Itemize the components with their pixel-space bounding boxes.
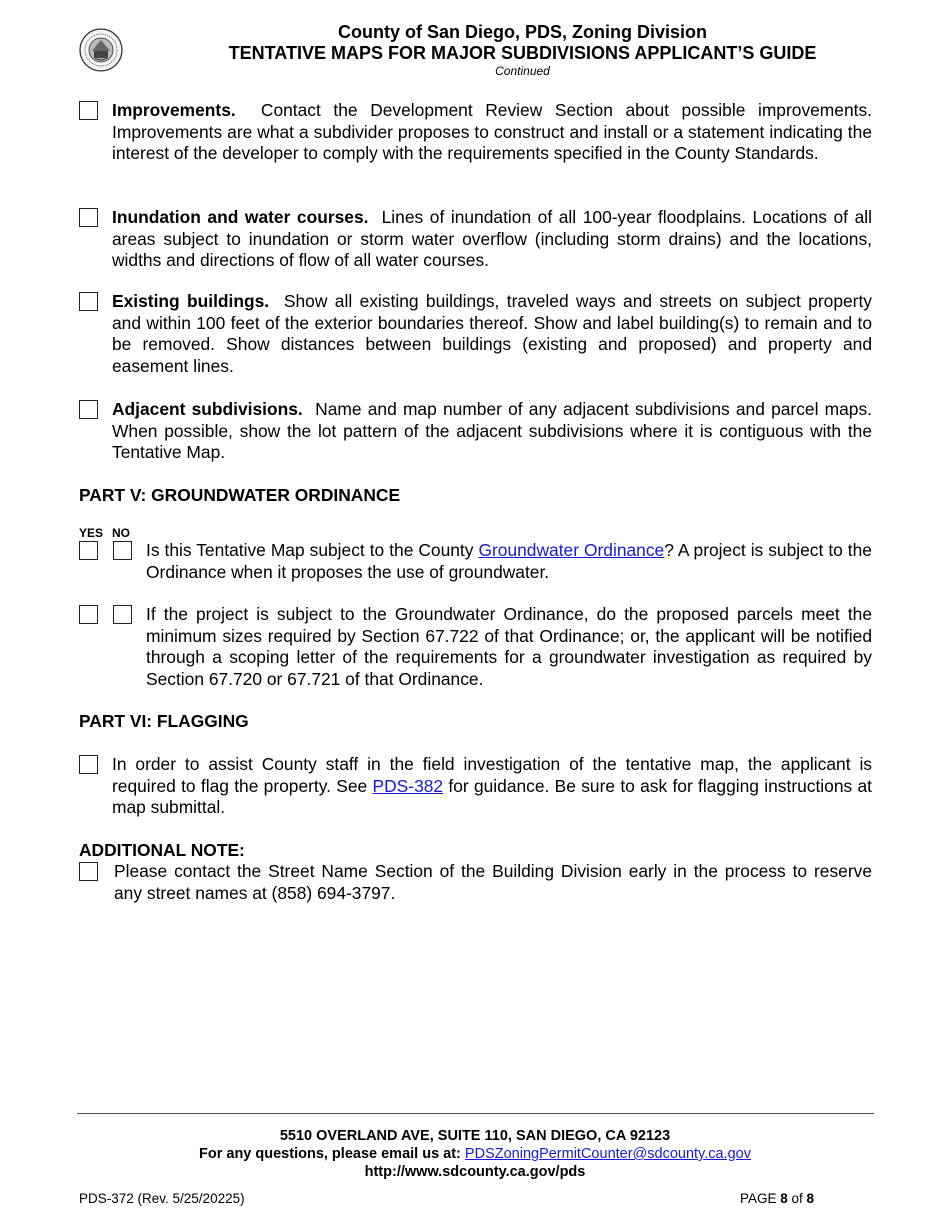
adjacent-subdivisions-checkbox[interactable] — [79, 400, 98, 419]
flagging-checkbox[interactable] — [79, 755, 98, 774]
header-title: TENTATIVE MAPS FOR MAJOR SUBDIVISIONS APPLICANT’S GUIDE — [228, 43, 817, 63]
groundwater-question-2 — [79, 604, 872, 690]
footer-email-prefix: For any questions, please email us at: — [199, 1146, 465, 1162]
checklist-item-inundation — [79, 207, 872, 272]
footer-email-link[interactable]: PDSZoningPermitCounter@sdcounty.ca.gov — [464, 1146, 751, 1162]
groundwater-ordinance-link[interactable]: Groundwater Ordinance — [478, 540, 665, 560]
item-title: Improvements. — [112, 100, 236, 120]
page-current: 8 — [780, 1191, 788, 1206]
flagging-text-end: for guidance. Be sure to ask for flagging instructions at map submittal. — [112, 775, 872, 818]
footer-divider — [77, 1113, 874, 1114]
flagging-text: In order to assist County staff in the field investigation of the tentative map, the applicant is required to flag the property. See — [112, 754, 872, 796]
checklist-item-existing-buildings — [79, 291, 872, 377]
q2-text: If the project is subject to the Groundwater Ordinance, do the proposed parcels meet the minimum sizes required by Section 67.722 of that Ordinance; or, the applicant will be notified through a scoping letter of the requirements for a groundwater investigation as required by Section 67.720 or 67.721 of that Ordinance. — [146, 604, 872, 689]
header-county: County of San Diego, PDS, Zoning Division — [338, 22, 707, 42]
q2-no-checkbox[interactable] — [113, 605, 132, 624]
checklist-item-adjacent-subdivisions — [79, 399, 872, 464]
checklist-item-flagging — [79, 754, 872, 819]
inundation-checkbox[interactable] — [79, 208, 98, 227]
item-body: Contact the Development Review Section about possible improvements. Improvements are what a subdivider proposes to construct and install or a statement indicating the interest of the developer to comply with the requirements specified in the County Standards. — [112, 100, 872, 164]
q1-text: Is this Tentative Map subject to the County — [146, 540, 479, 560]
header-continued: Continued — [495, 64, 550, 78]
note-text: Please contact the Street Name Section of the Building Division early in the process to reserve any street names at (858) 694-3797. — [114, 861, 872, 903]
no-column-label: NO — [112, 526, 130, 540]
q2-yes-checkbox[interactable] — [79, 605, 98, 624]
footer-address: 5510 OVERLAND AVE, SUITE 110, SAN DIEGO, CA 92123 — [279, 1128, 671, 1144]
footer-website: http://www.sdcounty.ca.gov/pds — [364, 1164, 586, 1180]
street-names-checkbox[interactable] — [79, 862, 98, 881]
page-of: of — [787, 1191, 807, 1206]
pds-382-link[interactable]: PDS-382 — [372, 775, 444, 796]
item-title: Adjacent subdivisions. — [112, 399, 303, 419]
page-total: 8 — [806, 1191, 814, 1206]
yes-column-label: YES — [79, 526, 104, 540]
part6-heading: PART VI: FLAGGING — [79, 711, 249, 731]
form-id: PDS-372 (Rev. 5/25/20225) — [79, 1191, 245, 1206]
additional-note-heading: ADDITIONAL NOTE: — [79, 840, 245, 860]
page-header — [140, 22, 905, 79]
improvements-checkbox[interactable] — [79, 101, 98, 120]
q1-no-checkbox[interactable] — [113, 541, 132, 560]
part5-heading: PART V: GROUNDWATER ORDINANCE — [79, 485, 401, 505]
item-body: Lines of inundation of all 100-year floodplains. Locations of all areas subject to inundation or storm water overflow (including storm drains) and the locations, widths and directions of flow of all water courses. — [112, 207, 872, 271]
checklist-item-improvements — [79, 100, 872, 165]
item-title: Inundation and water courses. — [112, 207, 369, 227]
page-prefix: PAGE — [739, 1191, 781, 1206]
existing-buildings-checkbox[interactable] — [79, 292, 98, 311]
item-body: Show all existing buildings, traveled ways and streets on subject property and within 100 feet of the exterior boundaries thereof. Show and label building(s) to remain and to be removed. Show distances between buildings (existing and proposed) and property and easement lines. — [112, 291, 872, 376]
page-number — [740, 1191, 814, 1206]
q1-yes-checkbox[interactable] — [79, 541, 98, 560]
county-seal-logo — [79, 28, 123, 72]
q1-text-end: ? A project is subject to the Ordinance when it proposes the use of groundwater. — [146, 540, 872, 582]
item-body: Name and map number of any adjacent subdivisions and parcel maps. When possible, show the lot pattern of the adjacent subdivisions where it is contiguous with the Tentative Map. — [112, 399, 873, 463]
item-title: Existing buildings. — [112, 291, 270, 311]
groundwater-question-1 — [79, 540, 872, 583]
footer-email-line — [0, 1145, 950, 1163]
checklist-item-street-names — [79, 861, 872, 904]
